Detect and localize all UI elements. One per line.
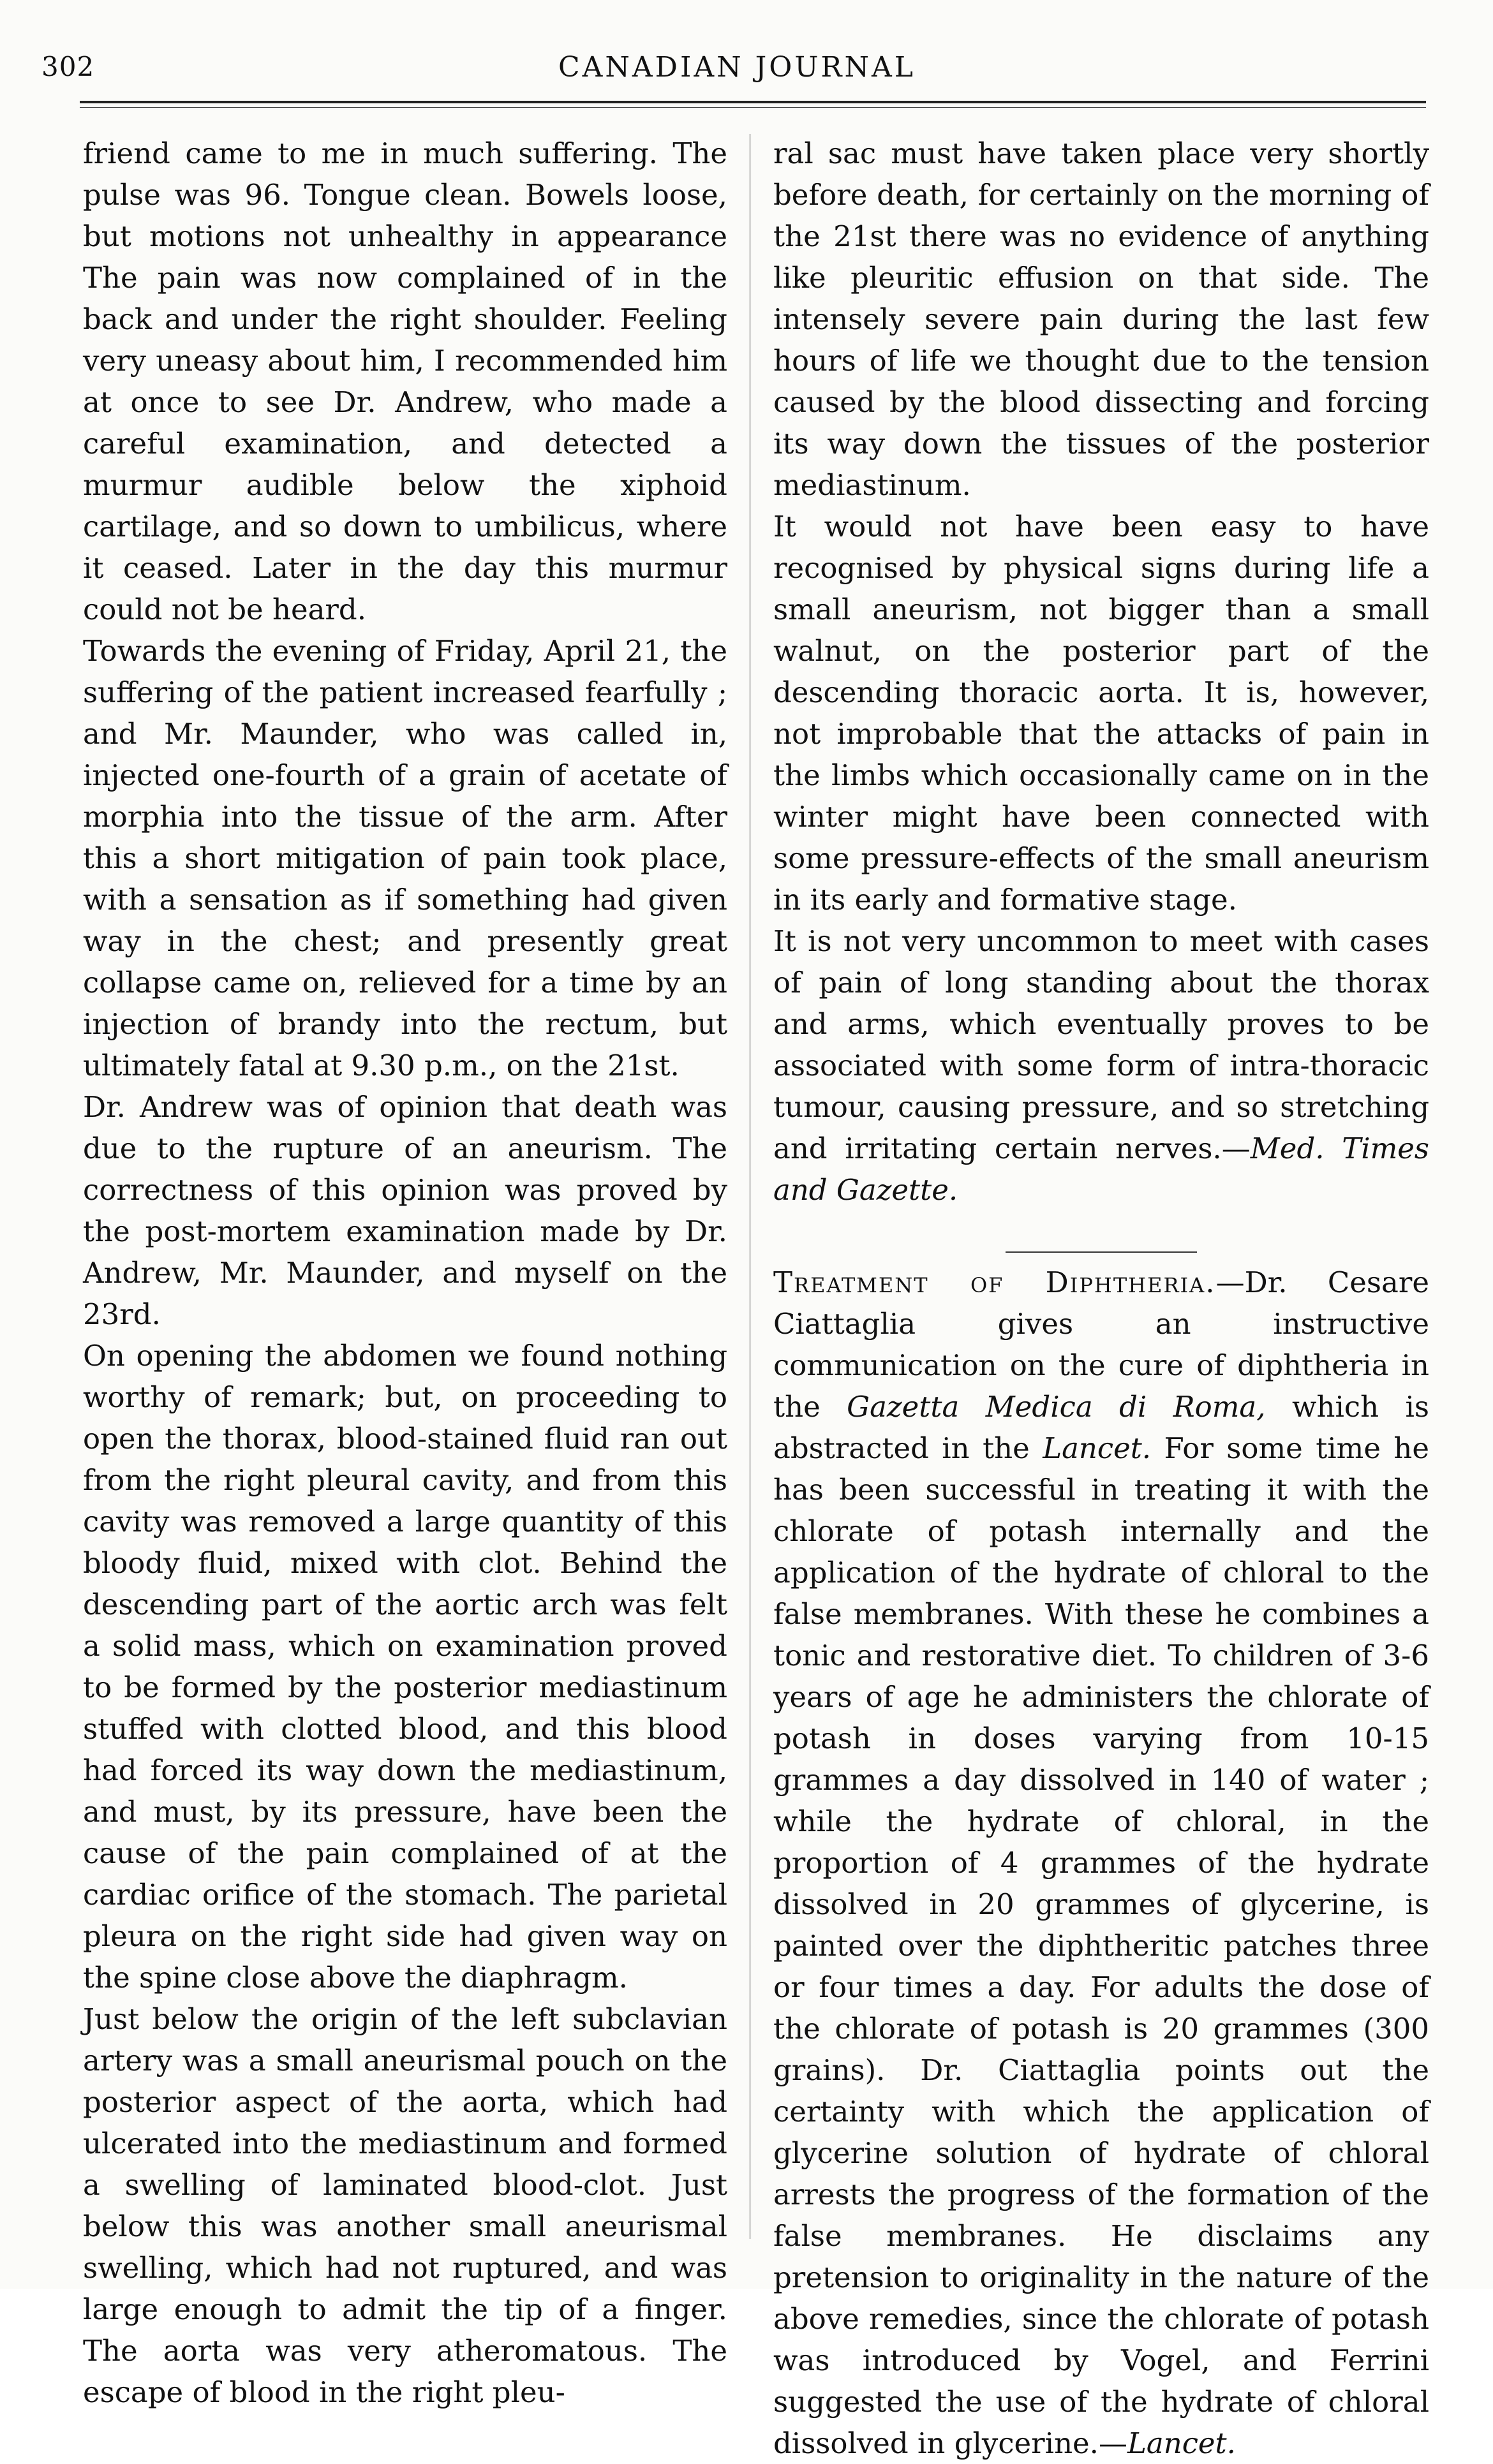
left-column <box>83 133 727 2413</box>
article-text-a: —Dr. Cesare Ciattaglia gives an instructive communication on the cure of diphtheria in the <box>773 1265 1429 1424</box>
journal-name-gazetta: Gazetta Medica di Roma, <box>847 1390 1266 1424</box>
right-column <box>773 133 1429 2464</box>
article-text-c: For some time he has been successful in treating it with the chlorate of potash internally and the application of the hydrate of chloral to the false membranes. With these he combines a tonic and restorative diet. To children of 3-6 years of age he administers the chlorate of potash in doses varying from 10-15 grammes a day dissolved in 140 of water ; while the hydrate of chloral, in the proportion of 4 grammes of the hydrate dissolved in 20 grammes of glycerine, is painted over the diphtheritic patches three or four times a day. For adults the dose of the chlorate of potash is 20 grammes (300 grains). Dr. Ciattaglia points out the certainty with which the application of glycerine solution of hydrate of chloral arrests the progress of the formation of the false membranes. He disclaims any pretension to originality in the nature of the above remedies, since the chlorate of potash was introduced by Vogel, and Ferrini suggested the use of the hydrate of chloral dissolved in glycerine.— <box>773 1431 1429 2460</box>
left-paragraph-3: Dr. Andrew was of opinion that death was due to the rupture of an aneurism. The correctness of this opinion was proved by the post-mortem examination made by Dr. Andrew, Mr. Maunder, and myself on the 23rd. <box>83 1090 727 1331</box>
right-paragraph-3 <box>773 920 1429 1211</box>
page-header <box>41 45 1432 89</box>
section-ornament <box>773 1228 1429 1241</box>
left-paragraph-5: Just below the origin of the left subclavian artery was a small aneurismal pouch on the posterior aspect of the aorta, which had ulcerated into the mediastinum and formed a swelling of laminated blood-clot. Just below this was another small aneurismal swelling, which had not ruptured, and was large enough to admit the tip of a finger. The aorta was very atheromatous. The escape of blood in the right pleu- <box>83 2002 727 2409</box>
article-text-b: which is abstracted in the <box>773 1390 1429 1465</box>
left-paragraph-4: On opening the abdomen we found nothing worthy of remark; but, on proceeding to open the thorax, blood-stained fluid ran out from the right pleural cavity, and from this cavity was removed a large quantity of this bloody fluid, mixed with clot. Behind the descending part of the aortic arch was felt a solid mass, which on examination proved to be formed by the posterior mediastinum stuffed with clotted blood, and this blood had forced its way down the mediastinum, and must, by its pressure, have been the cause of the pain complained of at the cardiac orifice of the stomach. The parietal pleura on the right side had given way on the spine close above the diaphragm. <box>83 1339 727 1995</box>
right-paragraph-1: ral sac must have taken place very shortly before death, for certainly on the morning of the 21st there was no evidence of anything like pleuritic effusion on that side. The intensely severe pain during the last few hours of life we thought due to the tension caused by the blood dissecting and forcing its way down the tissues of the posterior mediastinum. <box>773 136 1429 502</box>
header-rule <box>80 101 1426 103</box>
article-source: Lancet. <box>1127 2426 1236 2460</box>
right-paragraph-2: It would not have been easy to have recognised by physical signs during life a small aneurism, not bigger than a small walnut, on the posterior part of the descending thoracic aorta. It is, however, not improbable that the attacks of pain in the limbs which occasionally came on in the winter might have been connected with some pressure-effects of the small aneurism in its early and formative stage. <box>773 510 1429 917</box>
header-rule-thin <box>80 107 1426 108</box>
left-paragraph-1: friend came to me in much suffering. The pulse was 96. Tongue clean. Bowels loose, but motions not unhealthy in appearance The pain was now complained of in the back and under the right shoulder. Feeling very uneasy about him, I recommended him at once to see Dr. Andrew, who made a careful examination, and detected a murmur audible below the xiphoid cartilage, and so down to umbilicus, where it ceased. Later in the day this murmur could not be heard. <box>83 136 727 626</box>
right-paragraph-3-text: It is not very uncommon to meet with cases of pain of long standing about the thorax and arms, which eventually proves to be associated with some form of intra-thoracic tumour, causing pressure, and so stretching and irritating certain nerves.— <box>773 924 1429 1165</box>
diphtheria-article <box>773 1262 1429 2464</box>
source-citation: Med. Times and Gazette. <box>773 1132 1429 1207</box>
ornament-rule <box>1006 1251 1197 1253</box>
article-title: Treatment of Diphtheria. <box>773 1265 1216 1299</box>
left-paragraph-2: Towards the evening of Friday, April 21, the suffering of the patient increased fearfully ; and Mr. Maunder, who was called in, injected one-fourth of a grain of acetate of morphia into the tissue of the arm. After this a short mitigation of pain took place, with a sensation as if something had given way in the chest; and presently great collapse came on, relieved for a time by an injection of brandy into the rectum, but ultimately fatal at 9.30 p.m., on the 21st. <box>83 634 727 1082</box>
journal-name-lancet: Lancet. <box>1043 1431 1152 1465</box>
page-number: 302 <box>41 51 95 82</box>
running-head: CANADIAN JOURNAL <box>558 51 916 84</box>
